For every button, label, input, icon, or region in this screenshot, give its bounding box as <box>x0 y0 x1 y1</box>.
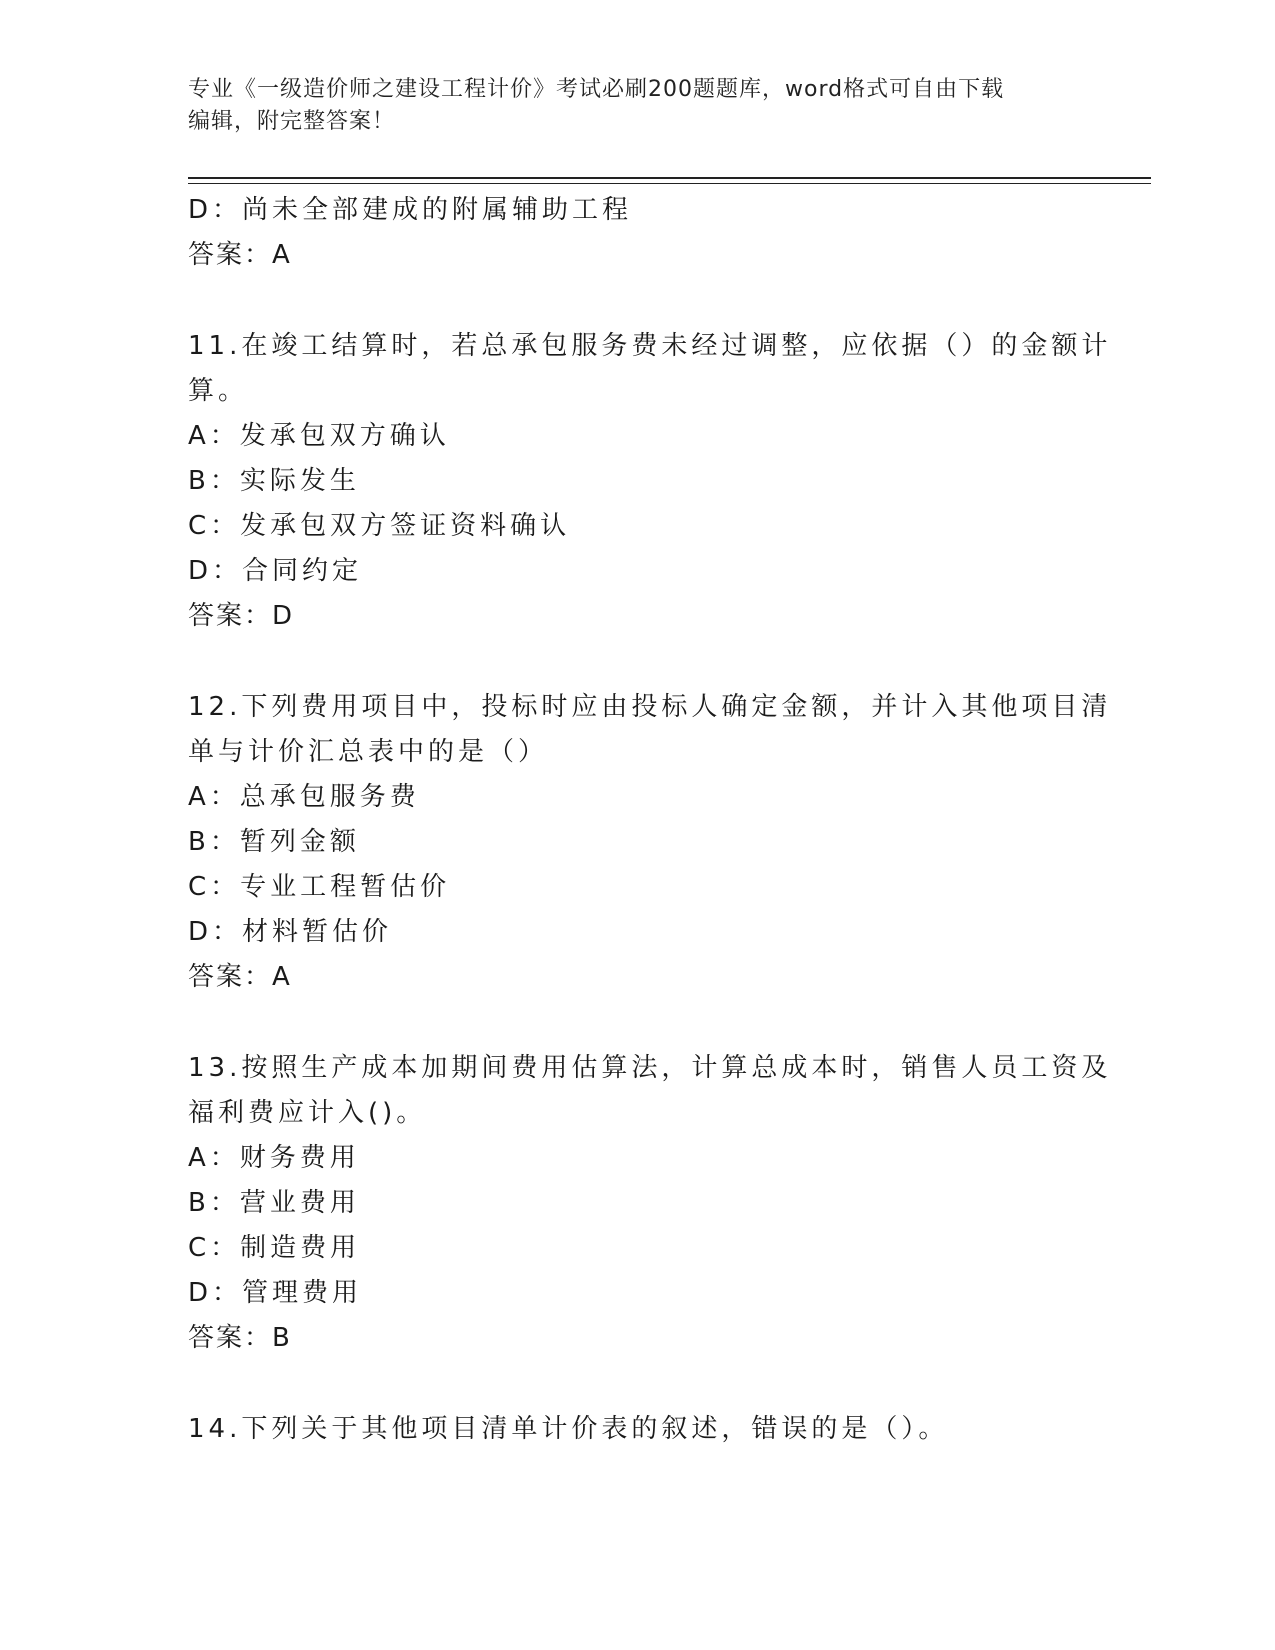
header-line-1: 专业《一级造价师之建设工程计价》考试必刷200题题库，word格式可自由下载 <box>188 77 1005 102</box>
question-14 <box>188 1407 1088 1452</box>
header-divider-thick <box>188 177 1151 179</box>
question-text-cont: 单与计价汇总表中的是（） <box>188 737 549 767</box>
option-d: D：管理费用 <box>188 1278 363 1308</box>
question-12 <box>188 685 1112 1000</box>
question-list <box>188 188 1112 1452</box>
header-divider-thin <box>188 183 1151 184</box>
option-d: D：材料暂估价 <box>188 917 393 947</box>
question-text-cont: 福利费应计入()。 <box>188 1098 427 1128</box>
answer: 答案：D <box>188 601 295 631</box>
option-a: A：发承包双方确认 <box>188 421 450 451</box>
question-11 <box>188 324 1112 639</box>
option-a: A：总承包服务费 <box>188 782 420 812</box>
option-c: C：制造费用 <box>188 1233 361 1263</box>
question-text: 14.下列关于其他项目清单计价表的叙述，错误的是（）。 <box>188 1414 949 1444</box>
option-d: D：合同约定 <box>188 556 363 586</box>
option-d: D：尚未全部建成的附属辅助工程 <box>188 195 633 225</box>
document-header <box>188 74 1088 138</box>
option-c: C：专业工程暂估价 <box>188 872 451 902</box>
question-text: 13.按照生产成本加期间费用估算法，计算总成本时，销售人员工资及 <box>188 1053 1112 1083</box>
question-text-cont: 算。 <box>188 376 249 406</box>
question-text: 11.在竣工结算时，若总承包服务费未经过调整，应依据（）的金额计 <box>188 331 1112 361</box>
option-c: C：发承包双方签证资料确认 <box>188 511 571 541</box>
option-a: A：财务费用 <box>188 1143 360 1173</box>
option-b: B：暂列金额 <box>188 827 360 857</box>
answer: 答案：B <box>188 1323 292 1353</box>
option-b: B：实际发生 <box>188 466 360 496</box>
answer: 答案：A <box>188 240 292 270</box>
answer: 答案：A <box>188 962 292 992</box>
header-line-2: 编辑，附完整答案！ <box>188 109 396 134</box>
question-13 <box>188 1046 1112 1361</box>
question-text: 12.下列费用项目中，投标时应由投标人确定金额，并计入其他项目清 <box>188 692 1112 722</box>
option-b: B：营业费用 <box>188 1188 360 1218</box>
